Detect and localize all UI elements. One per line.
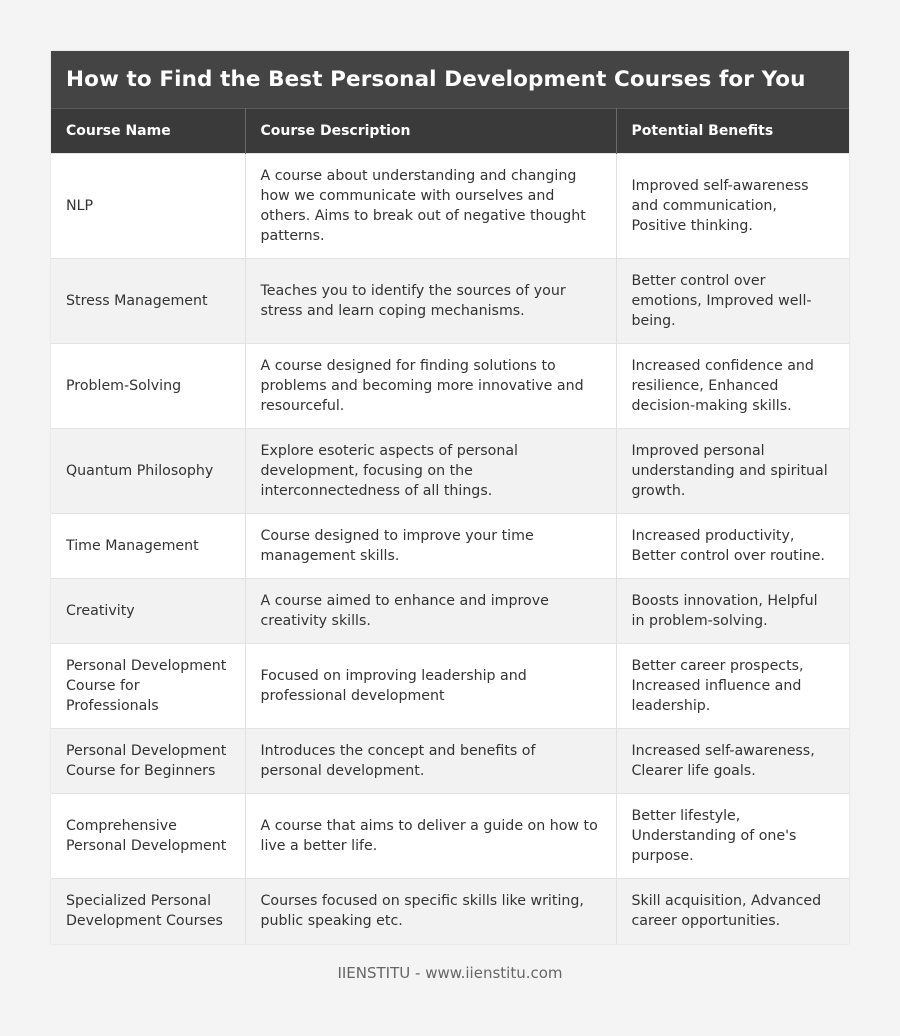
table-row (51, 879, 849, 944)
benefits-cell: Improved self-awareness and communication, Positive thinking. (616, 154, 849, 259)
benefits-cell: Skill acquisition, Advanced career opportunities. (616, 879, 849, 944)
table-row (51, 259, 849, 344)
course-description-cell: A course about understanding and changing how we communicate with ourselves and others. Aims to break out of negative thought patterns. (245, 154, 616, 259)
course-name-cell: Quantum Philosophy (51, 429, 245, 514)
course-name-cell: Problem-Solving (51, 344, 245, 429)
title-bar (51, 51, 849, 108)
course-name-cell: Comprehensive Personal Development (51, 794, 245, 879)
course-name-cell: Time Management (51, 514, 245, 579)
courses-table (51, 108, 849, 944)
course-name-cell: Personal Development Course for Beginners (51, 729, 245, 794)
course-name-cell: Specialized Personal Development Courses (51, 879, 245, 944)
column-header-course-description: Course Description (245, 109, 616, 154)
courses-table-card (51, 51, 849, 944)
benefits-cell: Improved personal understanding and spiritual growth. (616, 429, 849, 514)
column-header-course-name: Course Name (51, 109, 245, 154)
course-name-cell: Stress Management (51, 259, 245, 344)
course-description-cell: A course that aims to deliver a guide on how to live a better life. (245, 794, 616, 879)
table-title: How to Find the Best Personal Development Courses for You (66, 67, 806, 92)
table-row (51, 154, 849, 259)
course-description-cell: Focused on improving leadership and professional development (245, 644, 616, 729)
column-header-potential-benefits: Potential Benefits (616, 109, 849, 154)
benefits-cell: Better control over emotions, Improved well-being. (616, 259, 849, 344)
table-row (51, 344, 849, 429)
benefits-cell: Better lifestyle, Understanding of one's purpose. (616, 794, 849, 879)
course-description-cell: A course aimed to enhance and improve creativity skills. (245, 579, 616, 644)
course-name-cell: NLP (51, 154, 245, 259)
table-row (51, 579, 849, 644)
table-row (51, 514, 849, 579)
benefits-cell: Increased self-awareness, Clearer life goals. (616, 729, 849, 794)
course-description-cell: Introduces the concept and benefits of personal development. (245, 729, 616, 794)
course-description-cell: Course designed to improve your time management skills. (245, 514, 616, 579)
benefits-cell: Increased confidence and resilience, Enhanced decision-making skills. (616, 344, 849, 429)
benefits-cell: Better career prospects, Increased influence and leadership. (616, 644, 849, 729)
table-row (51, 729, 849, 794)
footer-credit: IIENSTITU - www.iienstitu.com (337, 964, 563, 982)
table-row (51, 644, 849, 729)
header-row (51, 109, 849, 154)
benefits-cell: Increased productivity, Better control over routine. (616, 514, 849, 579)
course-name-cell: Personal Development Course for Professionals (51, 644, 245, 729)
course-description-cell: Explore esoteric aspects of personal development, focusing on the interconnectedness of all things. (245, 429, 616, 514)
table-row (51, 794, 849, 879)
benefits-cell: Boosts innovation, Helpful in problem-solving. (616, 579, 849, 644)
course-name-cell: Creativity (51, 579, 245, 644)
course-description-cell: Courses focused on specific skills like writing, public speaking etc. (245, 879, 616, 944)
course-description-cell: A course designed for finding solutions to problems and becoming more innovative and resourceful. (245, 344, 616, 429)
table-row (51, 429, 849, 514)
course-description-cell: Teaches you to identify the sources of your stress and learn coping mechanisms. (245, 259, 616, 344)
